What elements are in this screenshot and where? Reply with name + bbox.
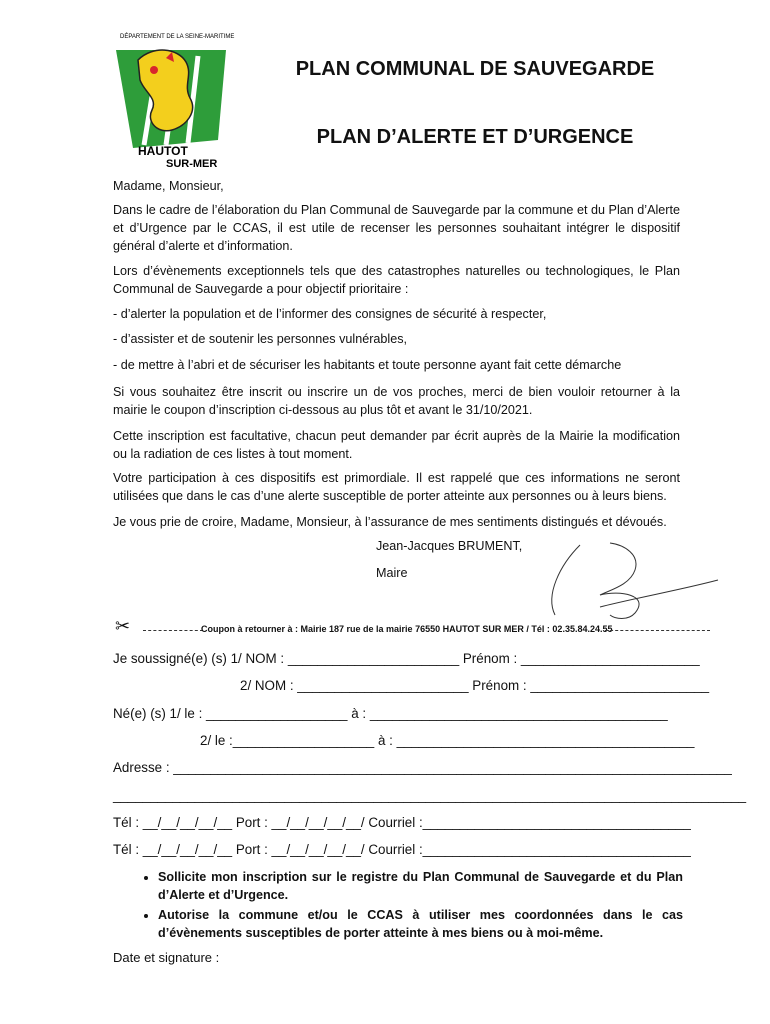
document-subtitle: PLAN D’ALERTE ET D’URGENCE <box>316 126 634 148</box>
form-contact-2[interactable]: Tél : __/__/__/__/__ Port : __/__/__/__/__/ Courriel :____________________________________ <box>113 842 691 857</box>
form-contact-1[interactable]: Tél : __/__/__/__/__ Port : __/__/__/__/__/ Courriel :____________________________________ <box>113 815 691 830</box>
cut-dash-left <box>143 630 203 631</box>
paragraph-optional: Cette inscription est facultative, chacun peut demander par écrit auprès de la Mairie la modification ou la radiation de ces listes à tout moment. <box>113 429 680 461</box>
form-name-1[interactable]: Je soussigné(e) (s) 1/ NOM : _______________________ Prénom : ________________________ <box>113 651 700 666</box>
objective-item-2: - d’assister et de soutenir les personnes vulnérables, <box>113 332 408 346</box>
signatory-role: Maire <box>376 566 408 580</box>
logo-org-text: DÉPARTEMENT DE LA SEINE-MARITIME <box>120 34 235 40</box>
form-birth-1[interactable]: Né(e) (s) 1/ le : ___________________ à : ________________________________________ <box>113 706 668 721</box>
scissors-icon: ✂ <box>115 616 131 636</box>
document-title: PLAN COMMUNAL DE SAUVEGARDE <box>295 58 655 80</box>
objective-item-1: - d’alerter la population et de l’informer des consignes de sécurité à respecter, <box>113 307 547 321</box>
paragraph-participation: Votre participation à ces dispositifs est primordiale. Il est rappelé que ces informations ne seront utilisées que dans le cas d’une alerte susceptible de porter atteinte aux personnes ou à leurs biens. <box>113 471 680 503</box>
date-signature-label[interactable]: Date et signature : <box>113 950 220 965</box>
coupon-return-address: Coupon à retourner à : Mairie 187 rue de la mairie 76550 HAUTOT SUR MER / Tél : 02.35.84.24.55 <box>201 624 613 634</box>
closing-formula: Je vous prie de croire, Madame, Monsieur, à l’assurance de mes sentiments distingués et dévoués. <box>113 515 667 529</box>
consent-item-authorize: • Autorise la commune et/ou le CCAS à utiliser mes coordonnées dans le cas d’évènements susceptibles de porter atteinte à mes biens ou à moi-même. <box>158 906 683 942</box>
logo-town-line1: HAUTOT <box>138 144 188 158</box>
objective-item-3: - de mettre à l’abri et de sécuriser les habitants et toute personne ayant fait cette démarche <box>113 358 622 372</box>
paragraph-objective: Lors d’évènements exceptionnels tels que des catastrophes naturelles ou technologiques, le Plan Communal de Sauvegarde a pour objectif prioritaire : <box>113 264 680 296</box>
coupon-cut-line <box>113 616 710 640</box>
mayor-signature <box>540 535 720 625</box>
salutation: Madame, Monsieur, <box>113 179 224 193</box>
form-address[interactable]: Adresse : ___________________________________________________________________________ <box>113 760 732 775</box>
form-address-continued[interactable]: _____________________________________________________________________________________ <box>113 788 747 803</box>
consent-item-register: • Sollicite mon inscription sur le registre du Plan Communal de Sauvegarde et du Plan d’Alerte et d’Urgence. <box>158 868 683 904</box>
logo-town-line2: SUR-MER <box>166 158 218 170</box>
signatory-name: Jean-Jacques BRUMENT, <box>376 539 523 553</box>
form-birth-2[interactable]: 2/ le :___________________ à : ________________________________________ <box>200 733 695 748</box>
paragraph-context: Dans le cadre de l’élaboration du Plan Communal de Sauvegarde par la commune et du Plan d’Alerte et d’Urgence par le CCAS, il est utile de recenser les personnes souhaitant intégrer le dispositif général d’alerte et d’information. <box>113 203 680 253</box>
cut-dash-right <box>605 630 710 631</box>
commune-logo <box>108 30 238 170</box>
consent-list <box>113 868 683 944</box>
form-name-2[interactable]: 2/ NOM : _______________________ Prénom : ________________________ <box>240 678 710 693</box>
paragraph-registration: Si vous souhaitez être inscrit ou inscrire un de vos proches, merci de bien vouloir retourner à la mairie le coupon d’inscription ci-dessous au plus tôt et avant le 31/10/2021. <box>113 385 680 417</box>
